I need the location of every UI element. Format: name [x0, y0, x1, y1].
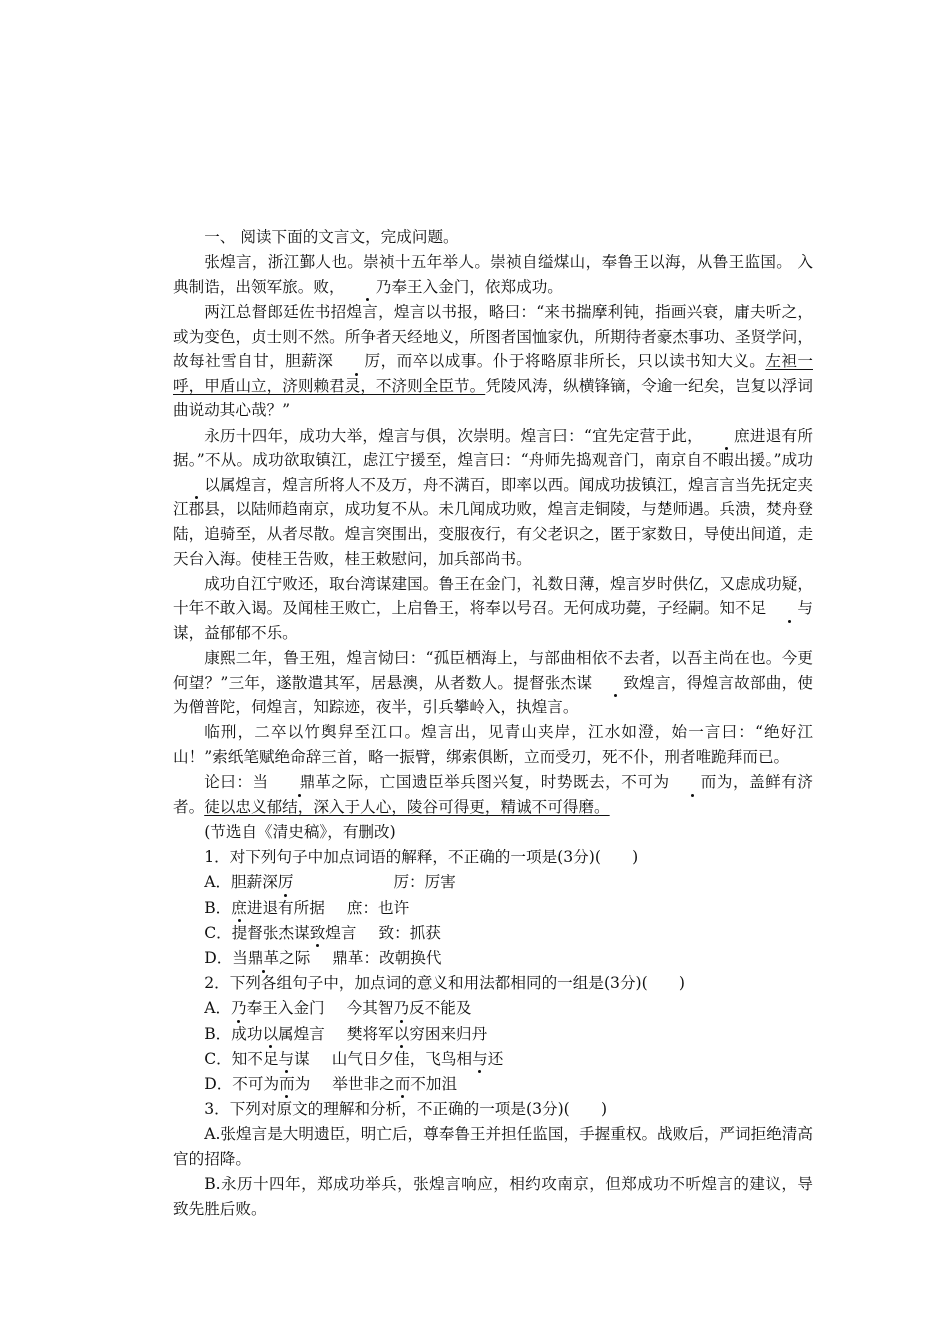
dotted-word: 厉 — [278, 870, 294, 895]
question-1-option-c — [173, 921, 813, 946]
question-2-option-c — [173, 1047, 813, 1072]
dotted-word: 致 — [592, 671, 639, 696]
question-2-option-d — [173, 1072, 813, 1097]
underlined-sentence: 徒以忠义郁结，深入于人心，陵谷可得更，精诚不可得磨。 — [204, 797, 610, 816]
question-1-stem: 1．对下列句子中加点词语的解释，不正确的一项是(3分)( ) — [204, 848, 639, 867]
text: 奉王入金门，依郑成功。 — [391, 277, 563, 296]
text: 张煌言，浙江鄞人也。崇祯十五年举人。崇祯自缢煤山，奉鲁王以海，从鲁王监国。 入典制诰，出领军旅。败， — [173, 253, 813, 296]
question-2-option-b — [173, 1022, 813, 1047]
text: 之际 — [279, 948, 311, 967]
question-1-option-a — [173, 870, 813, 895]
text: 山气日夕佳，飞鸟相 — [331, 1049, 473, 1068]
question-1-option-d — [173, 946, 813, 971]
text: 煌言 — [325, 923, 357, 942]
question-2-stem: 2．下列各组句子中，加点词的意义和用法都相同的一组是(3分)( ) — [204, 974, 685, 993]
text: 樊将军 — [346, 1024, 394, 1043]
text: D．当 — [204, 948, 248, 967]
dotted-word: 乃 — [393, 996, 409, 1021]
text: 成功自江宁败还，取台湾谋建国。鲁王在金门，礼数日薄，煌言岁时供亿，又虑成功疑，十年不敢入谒。及闻桂王败亡，上启鲁王，将奉以号召。无何成功薨，子经嗣。知不足 — [173, 574, 813, 618]
passage-paragraph-1 — [173, 250, 813, 299]
question-3-option-b: B.永历十四年，郑成功举兵，张煌言响应，相约攻南京，但郑成功不听煌言的建议，导致先胜后败。 — [173, 1175, 813, 1218]
text: C．知不足 — [204, 1049, 279, 1068]
text: 论曰：当 — [204, 773, 269, 792]
dotted-word: 与 — [766, 596, 813, 621]
text: A．胆薪深 — [204, 873, 278, 892]
gloss: 致：抓获 — [378, 923, 441, 942]
text: B．成功 — [204, 1024, 263, 1043]
text: 为 — [294, 1074, 311, 1093]
gloss: 鼎革：改朝换代 — [332, 948, 442, 967]
text: 属煌言 — [278, 1024, 325, 1043]
dotted-word: 乃 — [345, 275, 392, 300]
text: 反不能及 — [409, 999, 472, 1018]
text: 为，盖鲜有济者。 — [173, 773, 813, 816]
text: C．提督张杰谋 — [204, 923, 310, 942]
text: D．不可为 — [204, 1074, 280, 1093]
dotted-word: 庶 — [231, 896, 247, 921]
text: 奉王入金门 — [246, 999, 325, 1018]
text: 康熙二年，鲁王殂，煌言恸曰：“孤臣栖海上，与部曲相依不去者，以吾主尚在也。今更何望？”三年，遂散遣其军，居悬澳，从者数人。提督张杰谋 — [173, 649, 813, 692]
dotted-word: 致 — [310, 921, 326, 946]
dotted-word: 而 — [279, 1072, 295, 1097]
dotted-word: 鼎革 — [269, 770, 331, 795]
dotted-word: 以 — [173, 473, 220, 498]
dotted-word: 以 — [262, 1022, 278, 1047]
text: 两江总督郎廷佐书招煌言，煌言以书报，略曰：“来书揣摩利钝，指画兴衰，庸夫听之，或为变色，贞士则不然。所争者天经地义，所图者国恤家仇，所期待者豪杰事功、圣贤学问，故每社雪自甘，胆薪深 — [173, 302, 813, 371]
text: B． — [204, 898, 232, 917]
dotted-word: 以 — [394, 1022, 410, 1047]
reading-passage — [173, 225, 813, 1222]
dotted-word: 而 — [395, 1072, 411, 1097]
text: 进退有所据。”不从。成功欲取镇江，虑江宁援至，煌言曰：“舟师先捣观音门，南京自不暇出援。”成功 — [173, 426, 813, 470]
text: A． — [204, 999, 232, 1018]
question-3-stem: 3．下列对原文的理解和分析，不正确的一项是(3分)( ) — [204, 1100, 608, 1119]
dotted-word: 与 — [279, 1047, 295, 1072]
text: 永历十四年，成功大举，煌言与俱，次崇明。煌言曰：“宜先定营于此， — [204, 426, 703, 445]
underlined-sentence: 左袒一呼，甲盾山立，济则赖君灵，不济则全臣节。 — [173, 352, 813, 395]
passage-paragraph-5 — [173, 646, 813, 720]
question-3-option-a: A.张煌言是大明遗臣，明亡后，尊奉鲁王并担任监国，手握重权。战败后，严词拒绝清高官的招降。 — [173, 1125, 813, 1168]
dotted-word: 鼎革 — [248, 946, 279, 971]
text: 属煌言，煌言所将人不及万，舟不满百，即率以西。闻成功拔镇江，煌言言当先抚定夹江郡县，以陆师趋南京，成功复不从。未几闻成功败，煌言走铜陵，与楚师遇。兵溃，焚舟登陆，追骑至，从者尽散。煌言突围出，变服夜行，有父老识之，匿于家数日，导使出间道，走天台入海。使桂王告败，桂王敕慰问，加兵部尚书。 — [173, 475, 813, 568]
text: 举世非之 — [332, 1074, 395, 1093]
dotted-word: 庶 — [703, 424, 750, 449]
passage-source: (节选自《清史稿》，有删改) — [204, 823, 396, 841]
text: 凭陵风涛，纵横锋镝，令逾一纪矣，岂复以浮词曲说动其心哉？” — [173, 376, 813, 420]
dotted-word: 而 — [670, 770, 717, 795]
gloss: 厉：厉害 — [393, 873, 456, 892]
question-2-option-a — [173, 996, 813, 1021]
passage-paragraph-7 — [173, 770, 813, 819]
text: 不加沮 — [410, 1074, 458, 1093]
text: 谋 — [294, 1049, 310, 1068]
text: 之际，亡国遗臣举兵图兴复，时势既去，不可为 — [330, 773, 670, 792]
dotted-word: 乃 — [231, 996, 247, 1021]
passage-paragraph-2 — [173, 300, 813, 423]
text: 进退有所据 — [246, 898, 325, 917]
passage-paragraph-3 — [173, 424, 813, 572]
question-1-option-b — [173, 896, 813, 921]
dotted-word: 厉 — [333, 349, 380, 374]
text: 今其智 — [346, 999, 394, 1018]
text: 穷困来归丹 — [409, 1024, 488, 1043]
dotted-word: 与 — [472, 1047, 488, 1072]
passage-paragraph-6: 临刑，二卒以竹舆舁至江口。煌言出，见青山夹岸，江水如澄，始一言曰：“绝好江山！”索纸笔赋绝命辞三首，略一振臂，绑索俱断，立而受刃，死不仆，刑者唯跪拜而已。 — [173, 723, 813, 767]
text: 还 — [487, 1049, 504, 1068]
passage-paragraph-4 — [173, 572, 813, 646]
text: 煌言，得煌言故部曲，使为僧普陀，伺煌言，知踪迹，夜半，引兵攀岭入，执煌言。 — [173, 673, 813, 717]
text: ，而卒以成事。仆于将略原非所长，只以读书知大义。 — [380, 352, 766, 371]
gloss: 庶：也许 — [346, 898, 410, 917]
section-heading: 一、 阅读下面的文言文，完成问题。 — [204, 228, 459, 246]
text: 谋，益郁郁不乐。 — [173, 623, 298, 642]
